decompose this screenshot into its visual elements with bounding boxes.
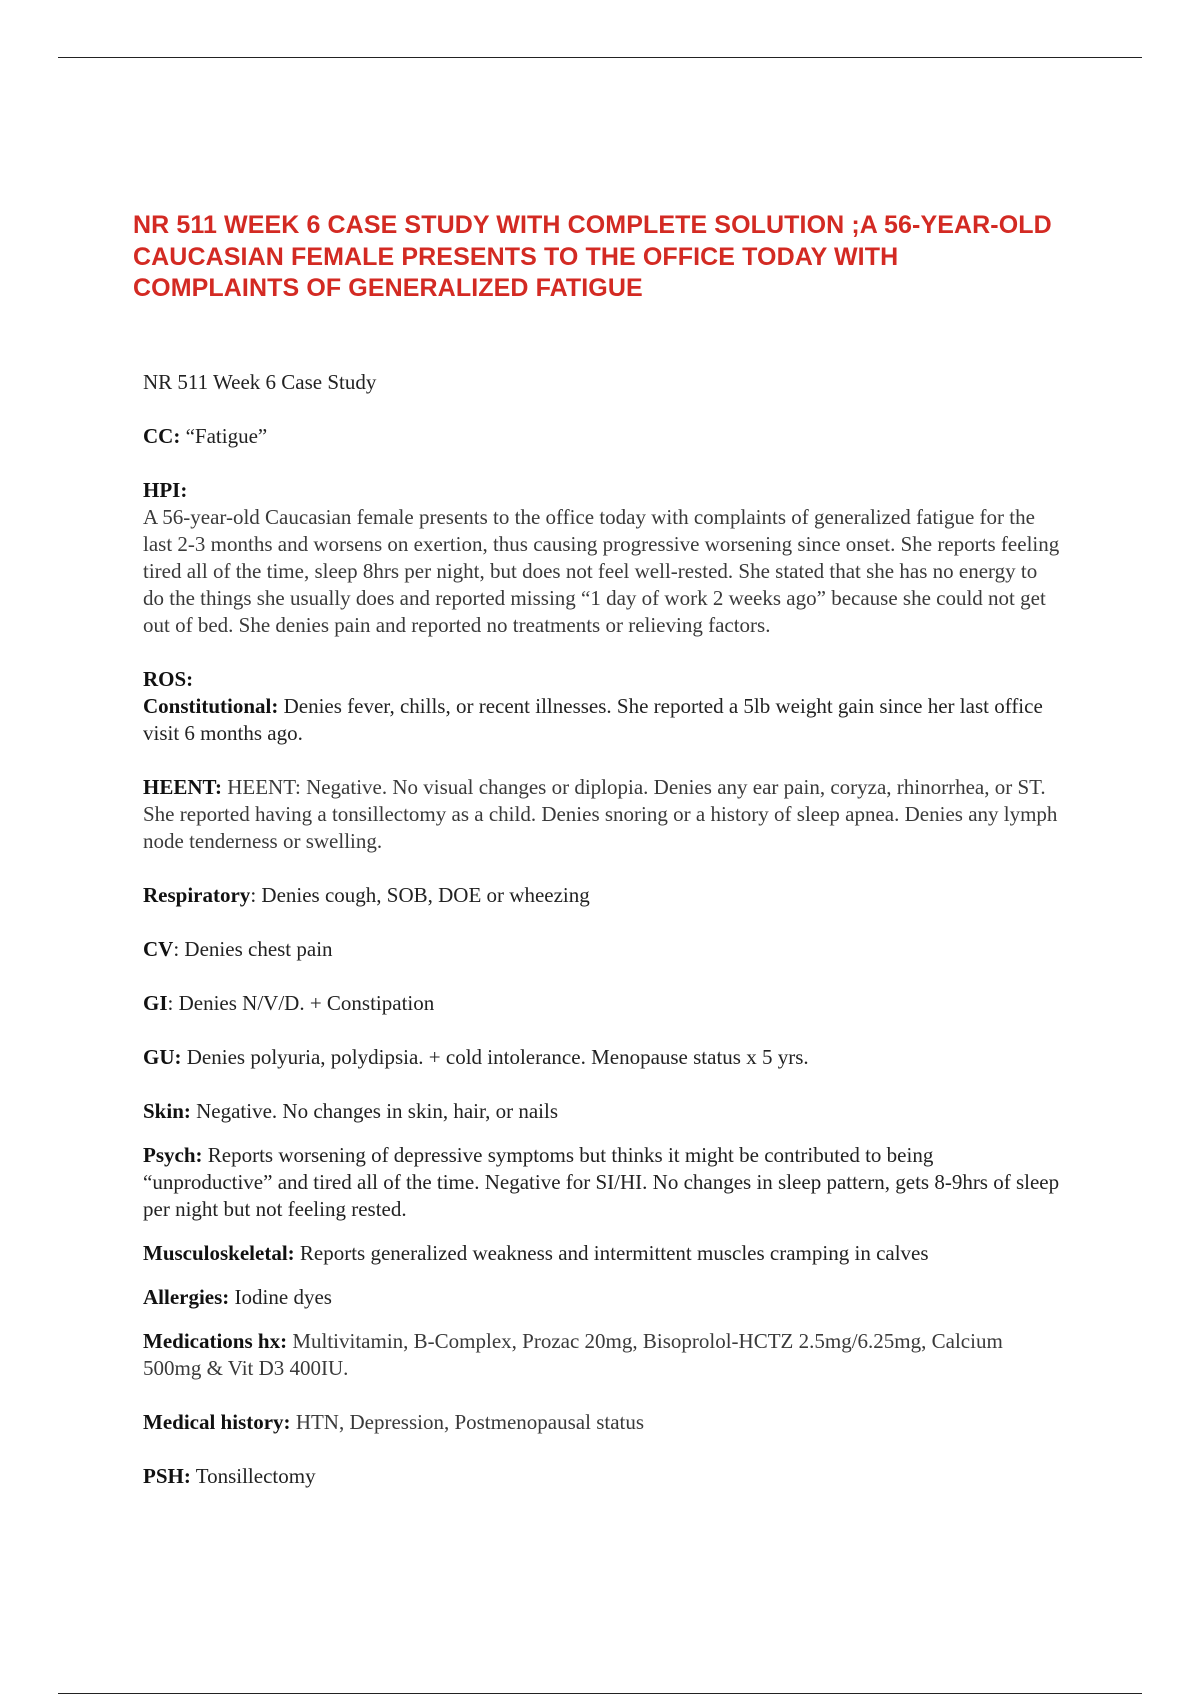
medications-history [143, 1328, 1063, 1382]
allergies-text: Iodine dyes [234, 1285, 332, 1309]
gi-label: GI [143, 991, 168, 1015]
gu-text: Denies polyuria, polydipsia. + cold intolerance. Menopause status x 5 yrs. [186, 1045, 809, 1069]
allergies-label: Allergies: [143, 1285, 230, 1309]
cc-label: CC: [143, 424, 181, 448]
gi-text: : Denies N/V/D. + Constipation [167, 991, 435, 1015]
ros-cv [143, 936, 1063, 963]
ros-musculoskeletal [143, 1240, 1063, 1267]
musculoskeletal-label: Musculoskeletal: [143, 1241, 295, 1265]
cc-text: “Fatigue” [185, 424, 268, 448]
respiratory-label: Respiratory [143, 883, 251, 907]
constitutional-label: Constitutional: [143, 694, 279, 718]
document-title: NR 511 WEEK 6 CASE STUDY WITH COMPLETE SOLUTION ;A 56-YEAR-OLD CAUCASIAN FEMALE PRESENTS TO THE OFFICE TODAY WITH COMPLAINTS OF GENERALIZED FATIGUE [133, 211, 1052, 302]
top-divider [58, 57, 1142, 58]
constitutional-text: Denies fever, chills, or recent illnesses. She reported a 5lb weight gain since her last office visit 6 months ago. [143, 694, 1043, 745]
allergies [143, 1284, 1063, 1311]
medications-text: Multivitamin, B-Complex, Prozac 20mg, Bisoprolol-HCTZ 2.5mg/6.25mg, Calcium 500mg & Vit D3 400IU. [143, 1329, 1003, 1380]
skin-text: Negative. No changes in skin, hair, or nails [196, 1099, 559, 1123]
case-study-subtitle: NR 511 Week 6 Case Study [143, 370, 377, 394]
psh-label: PSH: [143, 1464, 191, 1488]
bottom-divider [58, 1693, 1142, 1694]
medical-history-text: HTN, Depression, Postmenopausal status [295, 1410, 645, 1434]
case-study-body [143, 369, 1063, 1517]
heent-label: HEENT: [143, 775, 222, 799]
respiratory-text: : Denies cough, SOB, DOE or wheezing [250, 883, 590, 907]
ros-gi [143, 990, 1063, 1017]
skin-label: Skin: [143, 1099, 191, 1123]
ros-respiratory [143, 882, 1063, 909]
cv-text: : Denies chest pain [173, 937, 333, 961]
gu-label: GU: [143, 1045, 182, 1069]
past-surgical-history [143, 1463, 1063, 1490]
hpi-label: HPI: [143, 478, 188, 502]
ros-label: ROS: [143, 667, 194, 691]
ros-constitutional [143, 693, 1063, 747]
medications-label: Medications hx: [143, 1329, 288, 1353]
ros-psych [143, 1142, 1063, 1223]
psych-label: Psych: [143, 1143, 203, 1167]
ros-gu [143, 1044, 1063, 1071]
musculoskeletal-text: Reports generalized weakness and intermittent muscles cramping in calves [299, 1241, 929, 1265]
cv-label: CV [143, 937, 174, 961]
ros-skin [143, 1098, 1063, 1125]
ros-section [143, 666, 1063, 747]
ros-heent [143, 774, 1063, 855]
hpi-section [143, 477, 1063, 639]
chief-complaint [143, 423, 1063, 450]
medical-history-label: Medical history: [143, 1410, 291, 1434]
medical-history [143, 1409, 1063, 1436]
psych-text: Reports worsening of depressive symptoms but thinks it might be contributed to being “unproductive” and tired all of the time. Negative for SI/HI. No changes in sleep pattern, gets 8-9hrs of sleep per night but not feeling rested. [143, 1143, 1060, 1221]
psh-text: Tonsillectomy [195, 1464, 316, 1488]
hpi-text: A 56-year-old Caucasian female presents to the office today with complaints of generalized fatigue for the last 2-3 months and worsens on exertion, thus causing progressive worsening since onset. She reports feeling tired all of the time, sleep 8hrs per night, but does not feel well-rested. She stated that she has no energy to do the things she usually does and reported missing “1 day of work 2 weeks ago” because she could not get out of bed. She denies pain and reported no treatments or relieving factors. [143, 505, 1060, 637]
heent-text: HEENT: Negative. No visual changes or diplopia. Denies any ear pain, coryza, rhinorrhea, or ST. She reported having a tonsillectomy as a child. Denies snoring or a history of sleep apnea. Denies any lymph node tenderness or swelling. [143, 775, 1058, 853]
